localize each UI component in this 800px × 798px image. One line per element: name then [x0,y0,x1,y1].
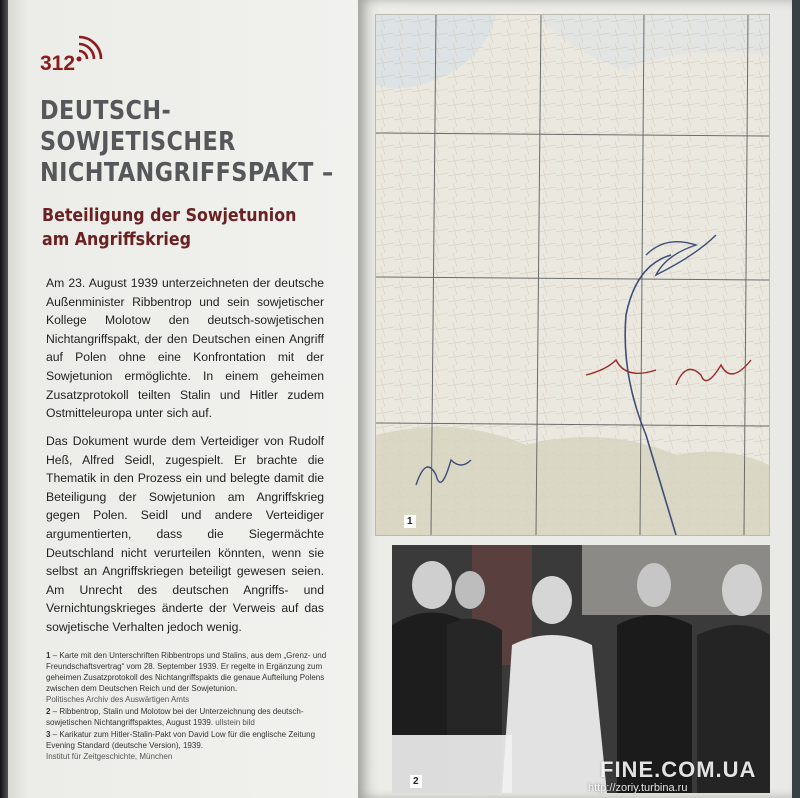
caption-number: 1 [46,651,51,660]
subtitle-line: Beteiligung der Sowjetunion [42,205,297,226]
title-line: NICHTANGRIFFSPAKT – [40,158,334,188]
caption-number: 2 [46,707,51,716]
figure-photo [392,545,770,793]
body-paragraph-1: Am 23. August 1939 unterzeichneten der deutsche Außenminister Ribbentrop und sein sowjetischer Kollege Molotow den deutsch-sowjetischen Nichtangriffspakt, der den Deutschen einen Angriff auf Polen ohne eine Konfrontation mit der Sowjetunion ermöglichte. In einem geheimen Zusatzprotokoll teilten Stalin und Hitler zudem Ostmitteleuropa unter sich auf. [46,276,324,421]
figure-number-photo: 2 [410,775,422,788]
caption-text: Ribbentrop, Stalin und Molotow bei der Unterzeichnung des deutsch-sowjetischen Nichtangriffspaktes, August 1939. [46,707,304,727]
page-number: 312 [40,52,76,75]
watermark-brand: FINE.COM.UA [600,757,757,782]
book-edge [792,0,800,798]
caption-source: ullstein bild [215,718,255,727]
caption-source: Institut für Zeitgeschichte, München [46,752,173,761]
caption-number: 3 [46,730,51,739]
photo-illustration [392,545,770,793]
figure-number-map: 1 [404,515,416,528]
title-line: SOWJETISCHER [40,127,236,157]
page-subtitle [42,204,296,252]
page-title [40,96,334,189]
caption-2: 2 – Ribbentrop, Stalin und Molotow bei der Unterzeichnung des deutsch-sowjetischen Nichtangriffspaktes, August 1939. ullstein bild [46,707,304,727]
body-paragraph-2: Das Dokument wurde dem Verteidiger von Rudolf Heß, Alfred Seidl, zugespielt. Er brachte die Thematik in den Prozess ein und belegte damit die Beteiligung der Sowjetunion am Angriffskrieg gegen Polen. Seidl und andere Verteidiger argumentierten, dass die Siegermächte Deutschland nicht verurteilen könnten, wenn sie selbst an Angriffskriegen beteiligt gewesen seien. Am Unrecht des deutschen Angriffs- und Vernichtungskrieges änderte der Verweis auf das sowjetische Verhalten jedoch wenig. [46,434,324,634]
caption-3: 3 – Karikatur zum Hitler-Stalin-Pakt von David Low für die englische Zeitung Evening Standard (deutsche Version), 1939. Institut für Zeitgeschichte, München [46,730,316,761]
title-line: DEUTSCH- [40,96,172,126]
map-illustration [376,15,769,535]
figure-map [375,14,770,536]
audio-wave-icon [74,34,104,64]
caption-1: 1 – Karte mit den Unterschriften Ribbentrops und Stalins, aus dem „Grenz- und Freundschaftsvertrag“ vom 28. September 1939. Er regelte in Ergänzung zum geheimen Zusatzprotokoll des Nichtangriffspakts die genaue Aufteilung Polens zwischen dem Deutschen Reich und der Sowjetunion. Politisches Archiv des Auswärtigen Amts [46,651,327,704]
book-spine [0,0,8,798]
subtitle-line: am Angriffskrieg [42,229,191,250]
caption-source: Politisches Archiv des Auswärtigen Amts [46,695,190,704]
figure-captions [46,650,336,763]
watermark-url: http://zoriy.turbina.ru [588,782,688,794]
caption-text: Karikatur zum Hitler-Stalin-Pakt von David Low für die englische Zeitung Evening Standard (deutsche Version), 1939. [46,730,316,750]
caption-text: Karte mit den Unterschriften Ribbentrops und Stalins, aus dem „Grenz- und Freundschaftsvertrag“ vom 28. September 1939. Er regelte in Ergänzung zum geheimen Zusatzprotokoll des Nichtangriffspakts die genaue Aufteilung Polens zwischen dem Deutschen Reich und der Sowjetunion. [46,651,327,693]
